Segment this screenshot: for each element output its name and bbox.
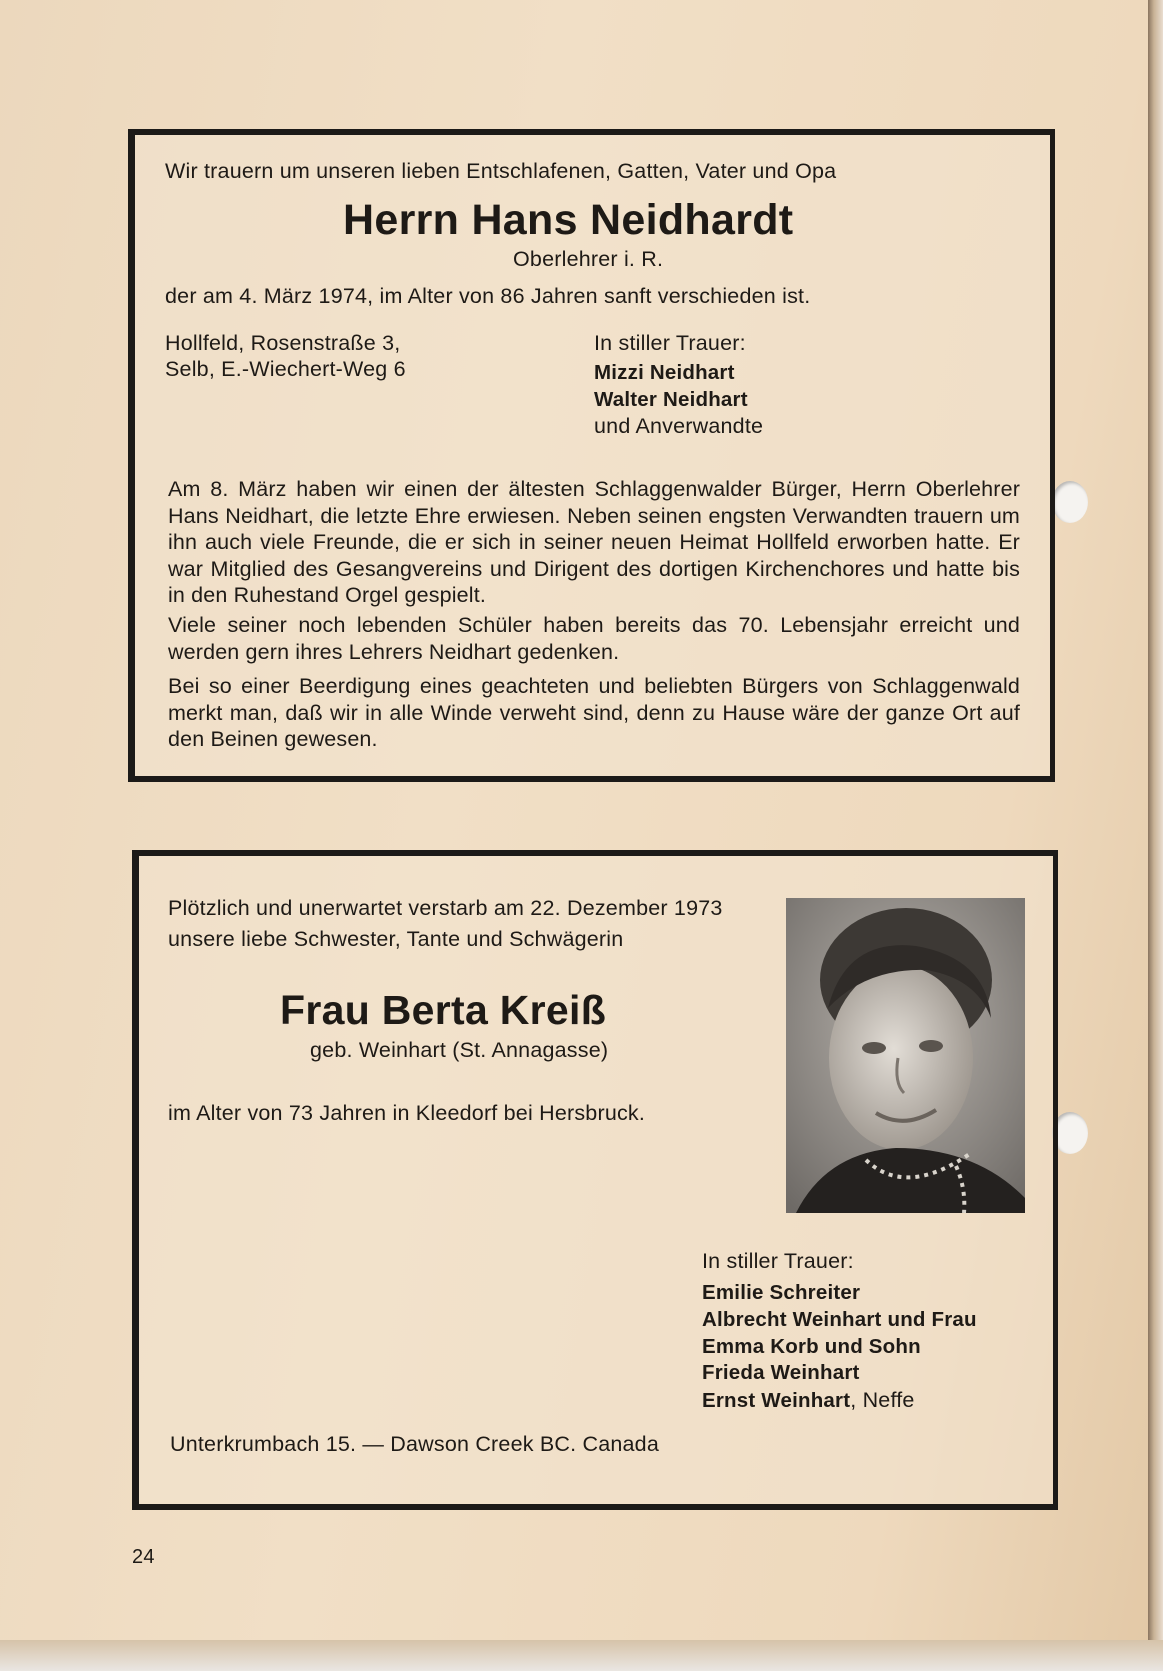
notice1-title: Oberlehrer i. R. <box>513 247 664 271</box>
notice2-mourner: Emma Korb und Sohn <box>702 1335 921 1358</box>
page-number: 24 <box>132 1546 155 1568</box>
notice1-mourner: Walter Neidhart <box>594 388 748 411</box>
notice2-intro-line: unsere liebe Schwester, Tante und Schwägerin <box>168 927 624 951</box>
notice1-intro: Wir trauern um unseren lieben Entschlafenen, Gatten, Vater und Opa <box>165 159 837 183</box>
notice1-address-line: Hollfeld, Rosenstraße 3, <box>165 331 401 355</box>
notice2-address: Unterkrumbach 15. — Dawson Creek BC. Canada <box>170 1432 659 1456</box>
portrait-photo <box>786 898 1025 1213</box>
notice2-age-place: im Alter von 73 Jahren in Kleedorf bei Hersbruck. <box>168 1101 646 1125</box>
notice2-intro-line: Plötzlich und unerwartet verstarb am 22. Dezember 1973 <box>168 896 723 920</box>
notice2-maiden-name: geb. Weinhart (St. Annagasse) <box>310 1038 609 1062</box>
notice1-mourner: Mizzi Neidhart <box>594 361 735 384</box>
notice2-mourner: Albrecht Weinhart und Frau <box>702 1308 977 1331</box>
notice1-name: Herrn Hans Neidhardt <box>343 196 794 244</box>
page-edge <box>1148 0 1163 1671</box>
notice1-paragraph: Viele seiner noch lebenden Schüler haben bereits das 70. Lebensjahr erreicht und werden gern ihres Lehrers Neidhart gedenken. <box>168 613 1020 664</box>
notice2-last-mourner <box>702 1387 915 1414</box>
notice2-mourner: Frieda Weinhart <box>702 1361 860 1384</box>
notice1-address-line: Selb, E.-Wiechert-Weg 6 <box>165 357 406 381</box>
notice1-paragraph: Bei so einer Beerdigung eines geachteten und beliebten Bürgers von Schlaggenwald merkt man, daß wir in alle Winde verweht sind, denn zu Hause wäre der ganze Ort auf den Beinen gewesen. <box>168 674 1020 751</box>
notice1-relatives: und Anverwandte <box>594 414 764 438</box>
notice2-last-mourner-name: Ernst Weinhart <box>702 1389 851 1412</box>
punch-hole <box>1052 481 1088 523</box>
notice2-name: Frau Berta Kreiß <box>280 987 607 1033</box>
notice2-mourner: Emilie Schreiter <box>702 1281 861 1304</box>
notice2-mourning-label: In stiller Trauer: <box>702 1249 854 1273</box>
notice1-death: der am 4. März 1974, im Alter von 86 Jahren sanft verschieden ist. <box>165 284 811 308</box>
notice1-paragraph: Am 8. März haben wir einen der ältesten Schlaggenwalder Bürger, Herrn Oberlehrer Hans Neidhart, die letzte Ehre erwiesen. Neben seinen engsten Verwandten trauern um ihn auch viele Freunde, die er sich in seiner neuen Heimat Hollfeld erworben hatte. Er war Mitglied des Gesangvereins und Dirigent des dortigen Kirchenchores und hatte bis in den Ruhestand Orgel gespielt. <box>168 477 1020 607</box>
notice2-last-mourner-suffix: , Neffe <box>850 1388 915 1412</box>
notice1-mourning-label: In stiller Trauer: <box>594 331 746 355</box>
page-bottom-edge <box>0 1640 1163 1671</box>
